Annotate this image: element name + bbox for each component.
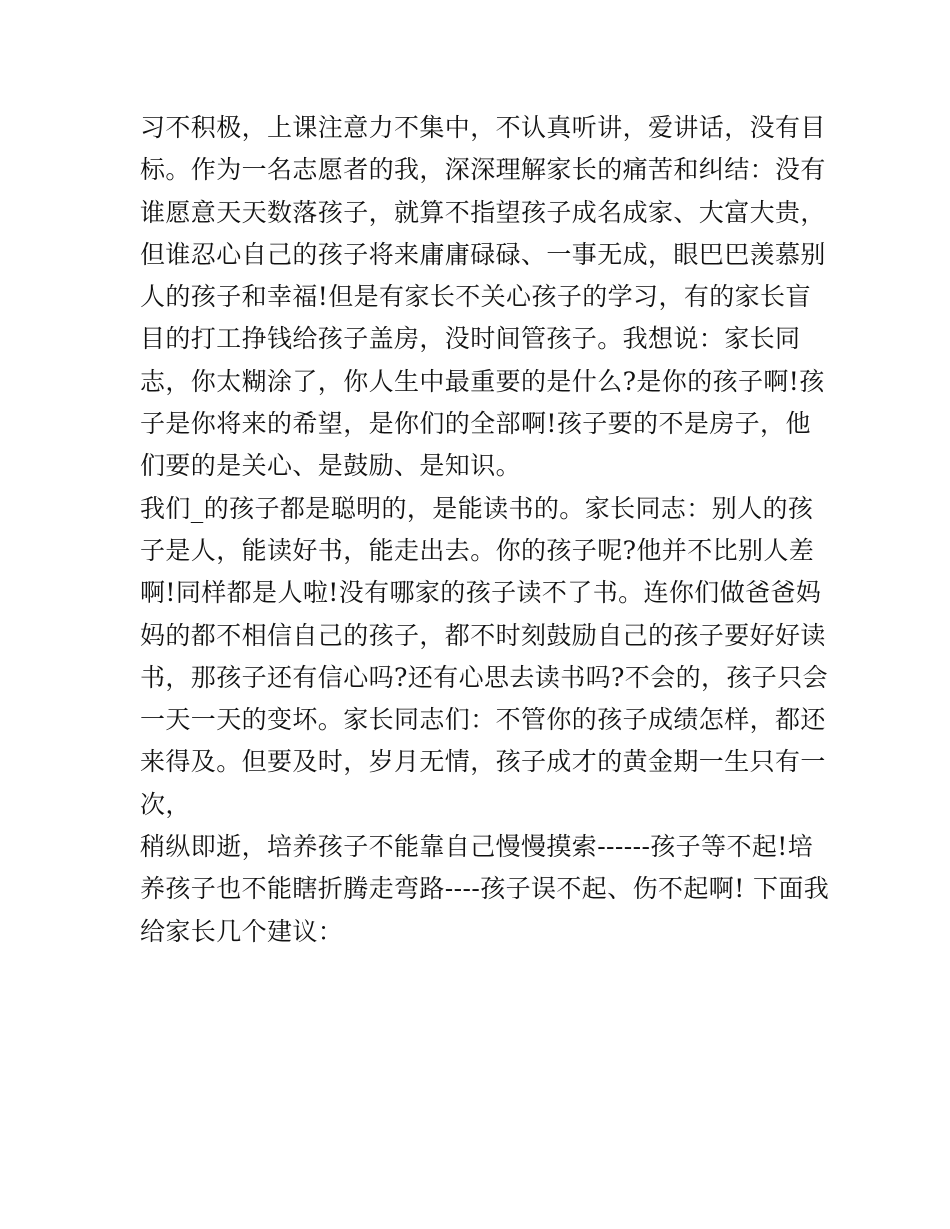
- text-line: 子是人，能读好书，能走出去。你的孩子呢?他并不比别人差: [140, 535, 815, 565]
- text-line: 给家长几个建议：: [140, 916, 344, 946]
- text-line: 子是你将来的希望，是你们的全部啊!孩子要的不是房子，他: [140, 409, 811, 439]
- text-line: 志，你太糊涂了，你人生中最重要的是什么?是你的孩子啊!孩: [140, 366, 825, 396]
- text-line: 妈的都不相信自己的孩子，都不时刻鼓励自己的孩子要好好读: [140, 620, 826, 650]
- text-line: 人的孩子和幸福!但是有家长不关心孩子的学习，有的家长盲: [140, 282, 811, 312]
- text-line: 来得及。但要及时，岁月无情，孩子成才的黄金期一生只有一: [140, 747, 826, 777]
- text-line: 标。作为一名志愿者的我，深深理解家长的痛苦和纠结：没有: [140, 155, 826, 185]
- text-line: 稍纵即逝，培养孩子不能靠自己慢慢摸索------孩子等不起!培: [140, 832, 814, 862]
- text-line: 次，: [140, 789, 191, 819]
- text-line: 书，那孩子还有信心吗?还有心思去读书吗?不会的，孩子只会: [140, 662, 829, 692]
- text-line: 但谁忍心自己的孩子将来庸庸碌碌、一事无成，眼巴巴羡慕别: [140, 239, 826, 269]
- text-line: 啊!同样都是人啦!没有哪家的孩子读不了书。连你们做爸爸妈: [140, 578, 822, 608]
- text-line: 习不积极，上课注意力不集中，不认真听讲，爱讲话，没有目: [140, 113, 826, 142]
- text-line: 我们_的孩子都是聪明的，是能读书的。家长同志：别人的孩: [140, 493, 814, 523]
- body-text: [140, 107, 830, 953]
- text-line: 目的打工挣钱给孩子盖房，没时间管孩子。我想说：家长同: [140, 324, 801, 354]
- text-line: 一天一天的变坏。家长同志们：不管你的孩子成绩怎样，都还: [140, 705, 826, 735]
- text-line: 养孩子也不能瞎折腾走弯路----孩子误不起、伤不起啊! 下面我: [140, 874, 830, 904]
- text-line: 们要的是关心、是鼓励、是知识。: [140, 451, 522, 481]
- text-line: 谁愿意天天数落孩子，就算不指望孩子成名成家、大富大贵，: [140, 197, 826, 227]
